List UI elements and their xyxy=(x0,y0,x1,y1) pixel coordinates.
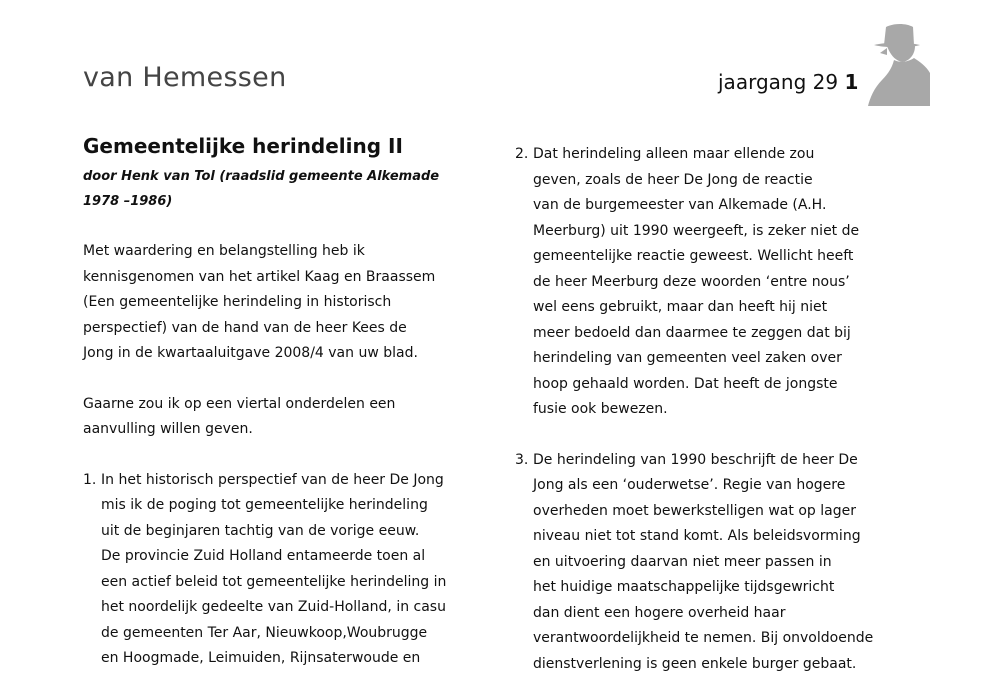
text-line: en uitvoering daarvan niet meer passen in xyxy=(533,553,832,570)
article-title: Gemeentelijke herindeling II xyxy=(83,134,403,158)
text-line: en Hoogmade, Leimuiden, Rijnsaterwoude en xyxy=(101,650,421,666)
text-line: het huidige maatschappelijke tijdsgewricht xyxy=(533,579,835,595)
text-line: hoop gehaald worden. Dat heeft de jongste xyxy=(533,375,838,392)
text-line: (Een gemeentelijke herindeling in historisch xyxy=(83,294,392,310)
text-line: wel eens gebruikt, maar dan heeft hij niet xyxy=(533,299,828,315)
list-marker: 2. xyxy=(515,146,529,162)
text-line: fusie ook bewezen. xyxy=(533,401,668,417)
text-line: verantwoordelijkheid te nemen. Bij onvoldoende xyxy=(533,630,874,646)
magazine-title: van Hemessen xyxy=(83,62,287,93)
text-line: een actief beleid tot gemeentelijke herindeling in xyxy=(101,573,447,590)
text-line: aanvulling willen geven. xyxy=(83,421,253,437)
list-item-2 xyxy=(515,142,935,423)
text-line: gemeentelijke reactie geweest. Wellicht heeft xyxy=(533,248,854,264)
text-line: dienstverlening is geen enkele burger gebaat. xyxy=(533,655,857,672)
text-line: In het historisch perspectief van de heer De Jong xyxy=(101,471,444,488)
byline xyxy=(83,164,478,214)
text-line: uit de beginjaren tachtig van de vorige eeuw. xyxy=(101,522,420,539)
text-line: de heer Meerburg deze woorden ‘entre nous’ xyxy=(533,273,850,290)
issue-label: jaargang 29 xyxy=(718,70,839,94)
byline-line: door Henk van Tol (raadslid gemeente Alkemade xyxy=(83,169,440,184)
text-line: Jong als een ‘ouderwetse’. Regie van hogere xyxy=(533,477,846,493)
list-item-1 xyxy=(83,468,478,672)
text-line: mis ik de poging tot gemeentelijke herindeling xyxy=(101,497,428,513)
byline-line: 1978 –1986) xyxy=(83,194,173,209)
text-line: herindeling van gemeenten veel zaken over xyxy=(533,350,842,366)
issue-number: 1 xyxy=(844,70,859,94)
text-line: niveau niet tot stand komt. Als beleidsvorming xyxy=(533,528,861,544)
intro-paragraph xyxy=(83,239,478,367)
text-line: van de burgemeester van Alkemade (A.H. xyxy=(533,197,827,213)
second-paragraph xyxy=(83,392,478,443)
text-line: Jong in de kwartaaluitgave 2008/4 van uw blad. xyxy=(83,345,418,361)
text-line: Met waardering en belangstelling heb ik xyxy=(83,243,365,259)
text-line: kennisgenomen van het artikel Kaag en Braassem xyxy=(83,268,436,285)
list-marker: 1. xyxy=(83,471,97,488)
text-line: dan dient een hogere overheid haar xyxy=(533,604,786,621)
hat-man-silhouette-icon xyxy=(868,18,930,106)
list-marker: 3. xyxy=(515,451,529,468)
text-line: de gemeenten Ter Aar, Nieuwkoop,Woubrugge xyxy=(101,624,428,641)
text-line: Dat herindeling alleen maar ellende zou xyxy=(533,146,815,162)
text-line: meer bedoeld dan daarmee te zeggen dat bij xyxy=(533,324,851,341)
right-column xyxy=(515,142,935,677)
text-line: Gaarne zou ik op een viertal onderdelen een xyxy=(83,395,396,412)
issue-indicator xyxy=(718,70,858,94)
left-column xyxy=(83,132,478,672)
text-line: De herindeling van 1990 beschrijft de heer De xyxy=(533,451,858,468)
text-line: het noordelijk gedeelte van Zuid-Holland, in casu xyxy=(101,599,446,615)
text-line: De provincie Zuid Holland entameerde toen al xyxy=(101,548,426,564)
text-line: perspectief) van de hand van de heer Kees de xyxy=(83,319,407,336)
text-line: Meerburg) uit 1990 weergeeft, is zeker niet de xyxy=(533,222,860,239)
text-line: geven, zoals de heer De Jong de reactie xyxy=(533,171,813,188)
text-line: overheden moet bewerkstelligen wat op lager xyxy=(533,502,856,519)
list-item-3 xyxy=(515,448,935,678)
